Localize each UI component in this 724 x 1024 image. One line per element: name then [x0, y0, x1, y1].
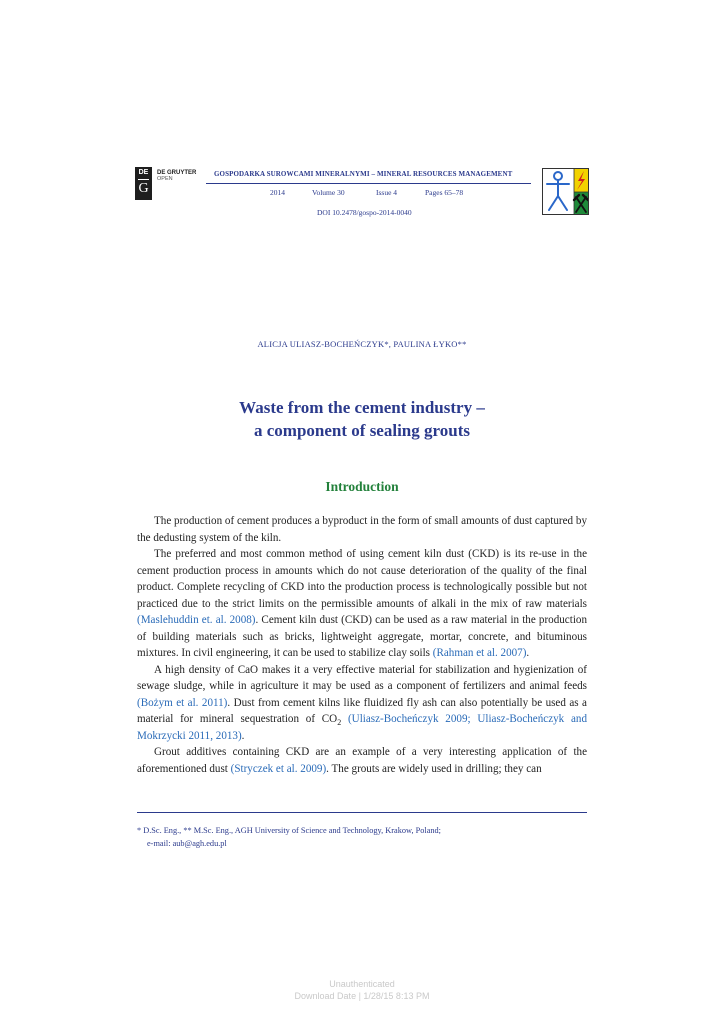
journal-title: GOSPODARKA SUROWCAMI MINERALNYMI – MINERAL RESOURCES MANAGEMENT — [214, 170, 513, 178]
footnote — [137, 824, 441, 850]
citation-link[interactable]: (Maslehuddin et. al. 2008) — [137, 614, 256, 626]
authors: ALICJA ULIASZ-BOCHEŃCZYK*, PAULINA ŁYKO** — [257, 339, 467, 349]
publisher-logo-divider — [138, 179, 149, 180]
paragraph-2 — [137, 546, 587, 662]
footnote-affiliation: * D.Sc. Eng., ** M.Sc. Eng., AGH University of Science and Technology, Krakow, Poland; — [137, 826, 441, 835]
paragraph-3-text: . Dust from cement kilns like fluidized fly ash can also potentially be used as a material for mineral sequestration of CO — [137, 696, 587, 725]
watermark-line1: Unauthenticated — [329, 979, 395, 989]
paragraph-2-text: . — [526, 647, 530, 659]
paragraph-1 — [137, 513, 587, 546]
header-rule — [206, 183, 531, 184]
publisher-logo — [135, 167, 152, 200]
emblem-graphic — [543, 169, 588, 214]
publisher-sub: OPEN — [157, 176, 173, 182]
paragraph-4-text: Grout additives containing CKD are an example of a very interesting application of the aforementioned dust — [137, 746, 587, 775]
section-heading: Introduction — [325, 479, 399, 494]
paragraph-2-text: . Cement kiln dust (CKD) can be used as a raw material in the production of building materials such as bricks, lightweight aggregate, mortar, concrete, and bituminous mixtures. In civil engineering, it can be used to stabilize clay soils — [137, 614, 587, 659]
article-title-line1: Waste from the cement industry – — [239, 398, 485, 417]
footnote-email: e-mail: aub@agh.edu.pl — [147, 839, 227, 848]
journal-pages: Pages 65–78 — [425, 188, 464, 197]
journal-year: 2014 — [270, 188, 285, 197]
article-title — [0, 396, 724, 442]
journal-emblem — [542, 168, 589, 215]
journal-issue: Issue 4 — [376, 188, 398, 197]
publisher-name: DE GRUYTER — [157, 170, 197, 176]
paragraph-4-text: . The grouts are widely used in drilling; they can — [326, 762, 542, 775]
paragraph-4 — [137, 744, 587, 777]
citation-link[interactable]: (Bożym et al. 2011) — [137, 696, 228, 709]
article-title-line2: a component of sealing grouts — [254, 421, 470, 440]
citation-link[interactable]: (Uliasz-Bocheńczyk 2009; Uliasz-Bocheńczyk and Mokrzycki 2011, 2013) — [137, 713, 588, 742]
footnote-rule — [137, 812, 587, 813]
paragraph-1-text: The production of cement produces a byproduct in the form of small amounts of dust captured by the dedusting system of the kiln. — [137, 515, 587, 544]
paragraph-2-text: The preferred and most common method of using cement kiln dust (CKD) is its re-use in the cement production process in amounts which do not cause deterioration of the quality of the final product. Complete recycling of CKD into the production process is technologically possible but not practiced due to the strict limits on the permissible amounts of alkali in the mix of raw materials — [137, 548, 587, 610]
paragraph-3-text: . — [241, 729, 245, 742]
paragraph-3 — [137, 662, 587, 745]
paragraph-3-text — [341, 713, 348, 725]
paragraph-3-text: A high density of CaO makes it a very effective material for stabilization and hygienization of sewage sludge, while in agriculture it may be used as a component of fertilizers and animal feeds — [137, 663, 587, 692]
publisher-logo-top: DE — [138, 169, 149, 176]
subscript: 2 — [337, 718, 342, 728]
journal-volume: Volume 30 — [312, 188, 345, 197]
body-text — [137, 513, 587, 777]
publisher-logo-bottom: G — [138, 181, 149, 196]
doi: DOI 10.2478/gospo-2014-0040 — [317, 208, 412, 217]
citation-link[interactable]: (Rahman et al. 2007) — [432, 647, 527, 659]
citation-link[interactable]: (Stryczek et al. 2009) — [230, 762, 327, 775]
download-watermark — [0, 978, 724, 1002]
watermark-line2: Download Date | 1/28/15 8:13 PM — [294, 991, 430, 1001]
